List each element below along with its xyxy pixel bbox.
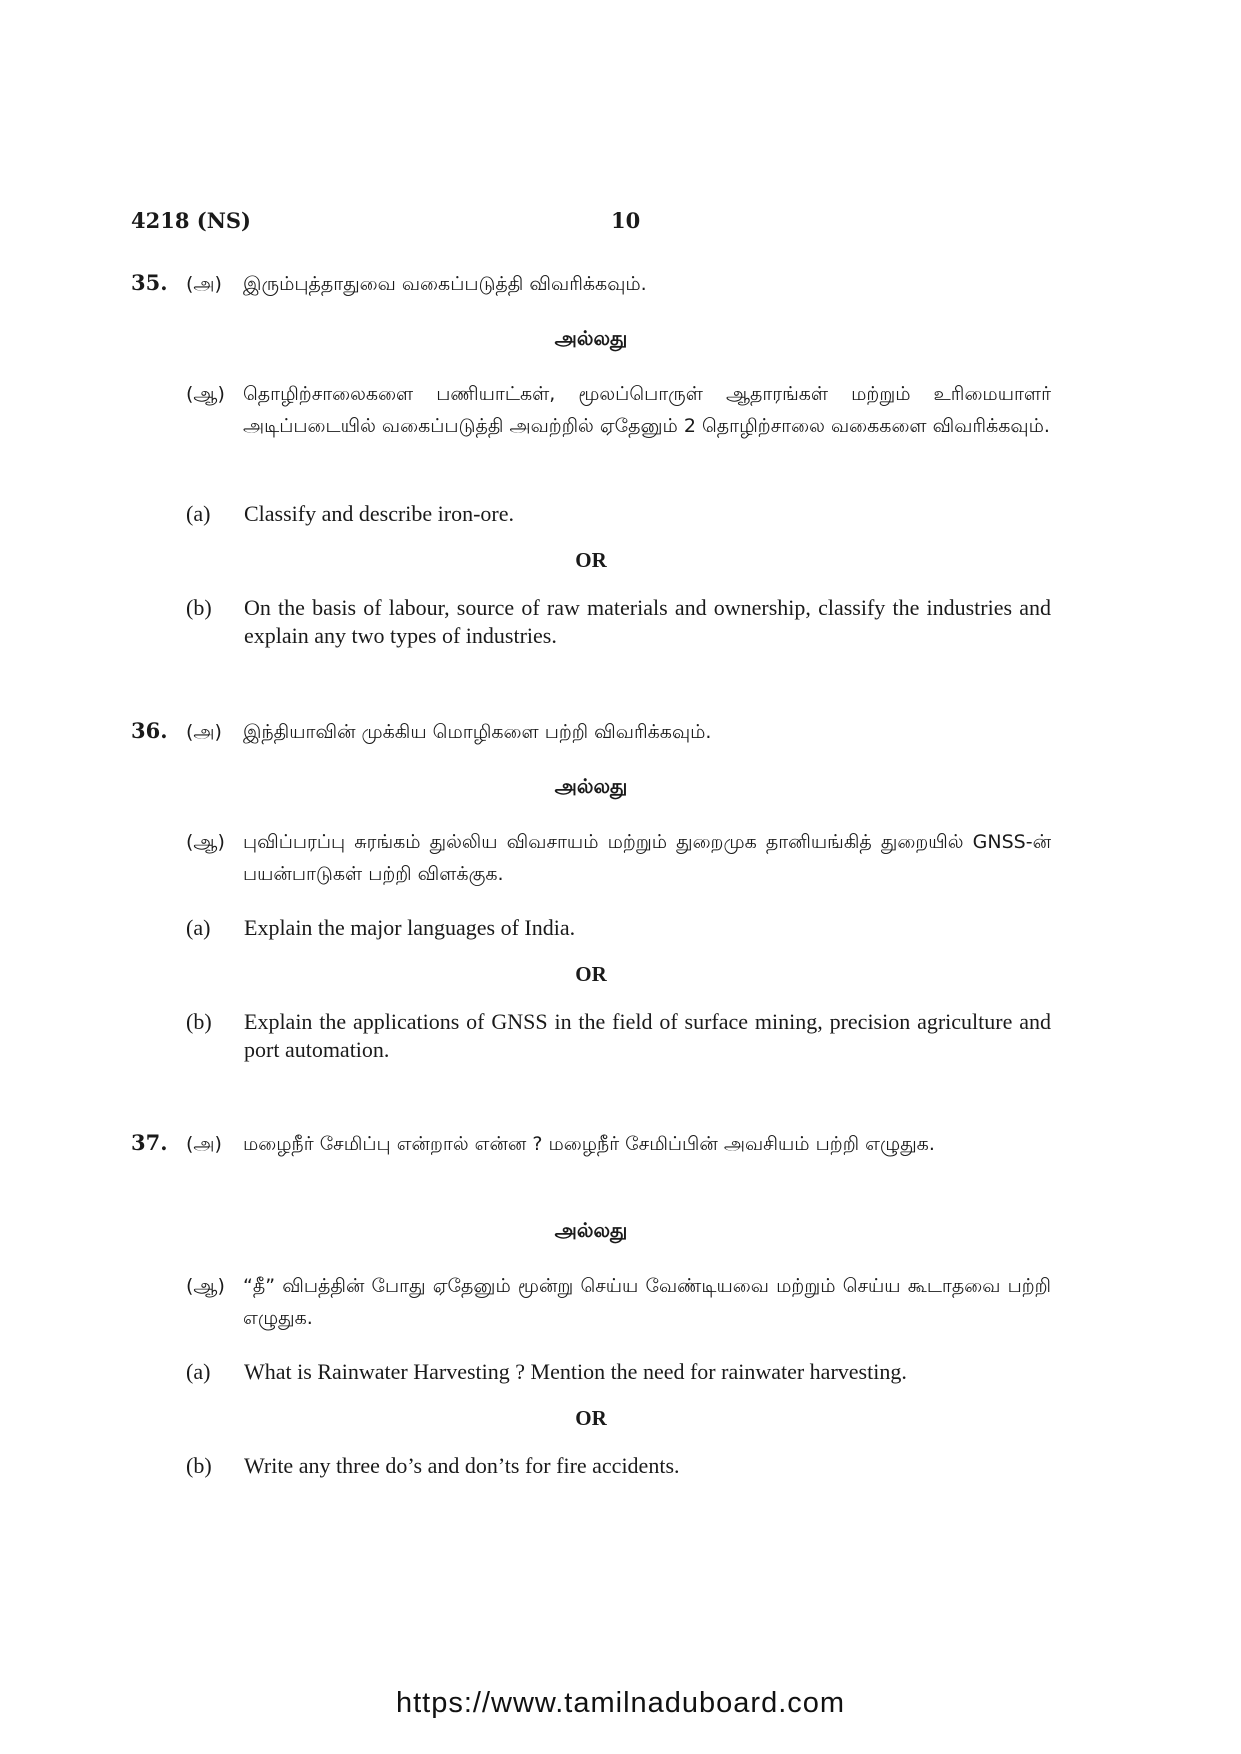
option-text: On the basis of labour, source of raw materials and ownership, classify the industries and explain any two types of industries. <box>244 595 1051 648</box>
option-text: Explain the major languages of India. <box>244 915 576 940</box>
page-number: 10 <box>611 208 641 233</box>
tamil-or-divider: அல்லது <box>554 326 628 350</box>
option-text: இரும்புத்தாதுவை வகைப்படுத்தி விவரிக்கவும். <box>243 273 647 295</box>
english-option-a <box>186 914 1051 942</box>
option-marker: (ஆ) <box>186 383 225 405</box>
option-marker: (ஆ) <box>186 831 225 853</box>
option-text: தொழிற்சாலைகளை பணியாட்கள், மூலப்பொருள் ஆதாரங்கள் மற்றும் உரிமையாளர் அடிப்படையில் வகைப்படுத்தி அவற்றில் ஏதேனும் 2 தொழிற்சாலை வகைகளை விவரிக்கவும். <box>243 383 1051 437</box>
english-or-divider: OR <box>575 548 607 572</box>
option-text: “தீ” விபத்தின் போது ஏதேனும் மூன்று செய்ய வேண்டியவை மற்றும் செய்ய கூடாதவை பற்றி எழுதுக. <box>243 1275 1051 1329</box>
tamil-option-b <box>186 1270 1051 1334</box>
option-marker: (a) <box>186 1359 211 1384</box>
option-text: Write any three do’s and don’ts for fire accidents. <box>244 1453 680 1478</box>
option-marker: (b) <box>186 1453 212 1478</box>
english-or-divider: OR <box>575 962 607 986</box>
tamil-option-b <box>186 378 1051 442</box>
option-text: புவிப்பரப்பு சுரங்கம் துல்லிய விவசாயம் மற்றும் துறைமுக தானியங்கித் துறையில் GNSS-ன் பயன்பாடுகள் பற்றி விளக்குக. <box>243 831 1051 885</box>
english-option-b <box>186 1008 1051 1064</box>
tamil-or-divider: அல்லது <box>554 774 628 798</box>
tamil-option-a <box>186 1128 1051 1160</box>
english-option-a <box>186 1358 1051 1386</box>
question-number: 35. <box>131 270 168 295</box>
option-text: What is Rainwater Harvesting ? Mention the need for rainwater harvesting. <box>244 1359 907 1384</box>
option-marker: (அ) <box>186 273 222 295</box>
option-text: Classify and describe iron-ore. <box>244 501 515 526</box>
option-marker: (அ) <box>186 1133 222 1155</box>
option-marker: (அ) <box>186 721 222 743</box>
english-option-b <box>186 594 1051 650</box>
option-text: இந்தியாவின் முக்கிய மொழிகளை பற்றி விவரிக்கவும். <box>243 721 712 743</box>
tamil-option-a <box>186 268 1051 300</box>
english-or-divider: OR <box>575 1406 607 1430</box>
option-marker: (b) <box>186 1009 212 1034</box>
tamil-or-divider: அல்லது <box>554 1218 628 1242</box>
option-marker: (ஆ) <box>186 1275 225 1297</box>
source-url-watermark: https://www.tamilnaduboard.com <box>395 1687 846 1719</box>
option-marker: (a) <box>186 501 211 526</box>
tamil-option-b <box>186 826 1051 890</box>
question-number: 37. <box>131 1130 168 1155</box>
option-marker: (b) <box>186 595 212 620</box>
question-number: 36. <box>131 718 168 743</box>
english-option-b <box>186 1452 1051 1480</box>
option-text: மழைநீர் சேமிப்பு என்றால் என்ன ? மழைநீர் சேமிப்பின் அவசியம் பற்றி எழுதுக. <box>243 1133 935 1155</box>
option-text: Explain the applications of GNSS in the field of surface mining, precision agriculture and port automation. <box>244 1009 1051 1062</box>
tamil-option-a <box>186 716 1051 748</box>
option-marker: (a) <box>186 915 211 940</box>
paper-code: 4218 (NS) <box>131 208 251 233</box>
english-option-a <box>186 500 1051 528</box>
